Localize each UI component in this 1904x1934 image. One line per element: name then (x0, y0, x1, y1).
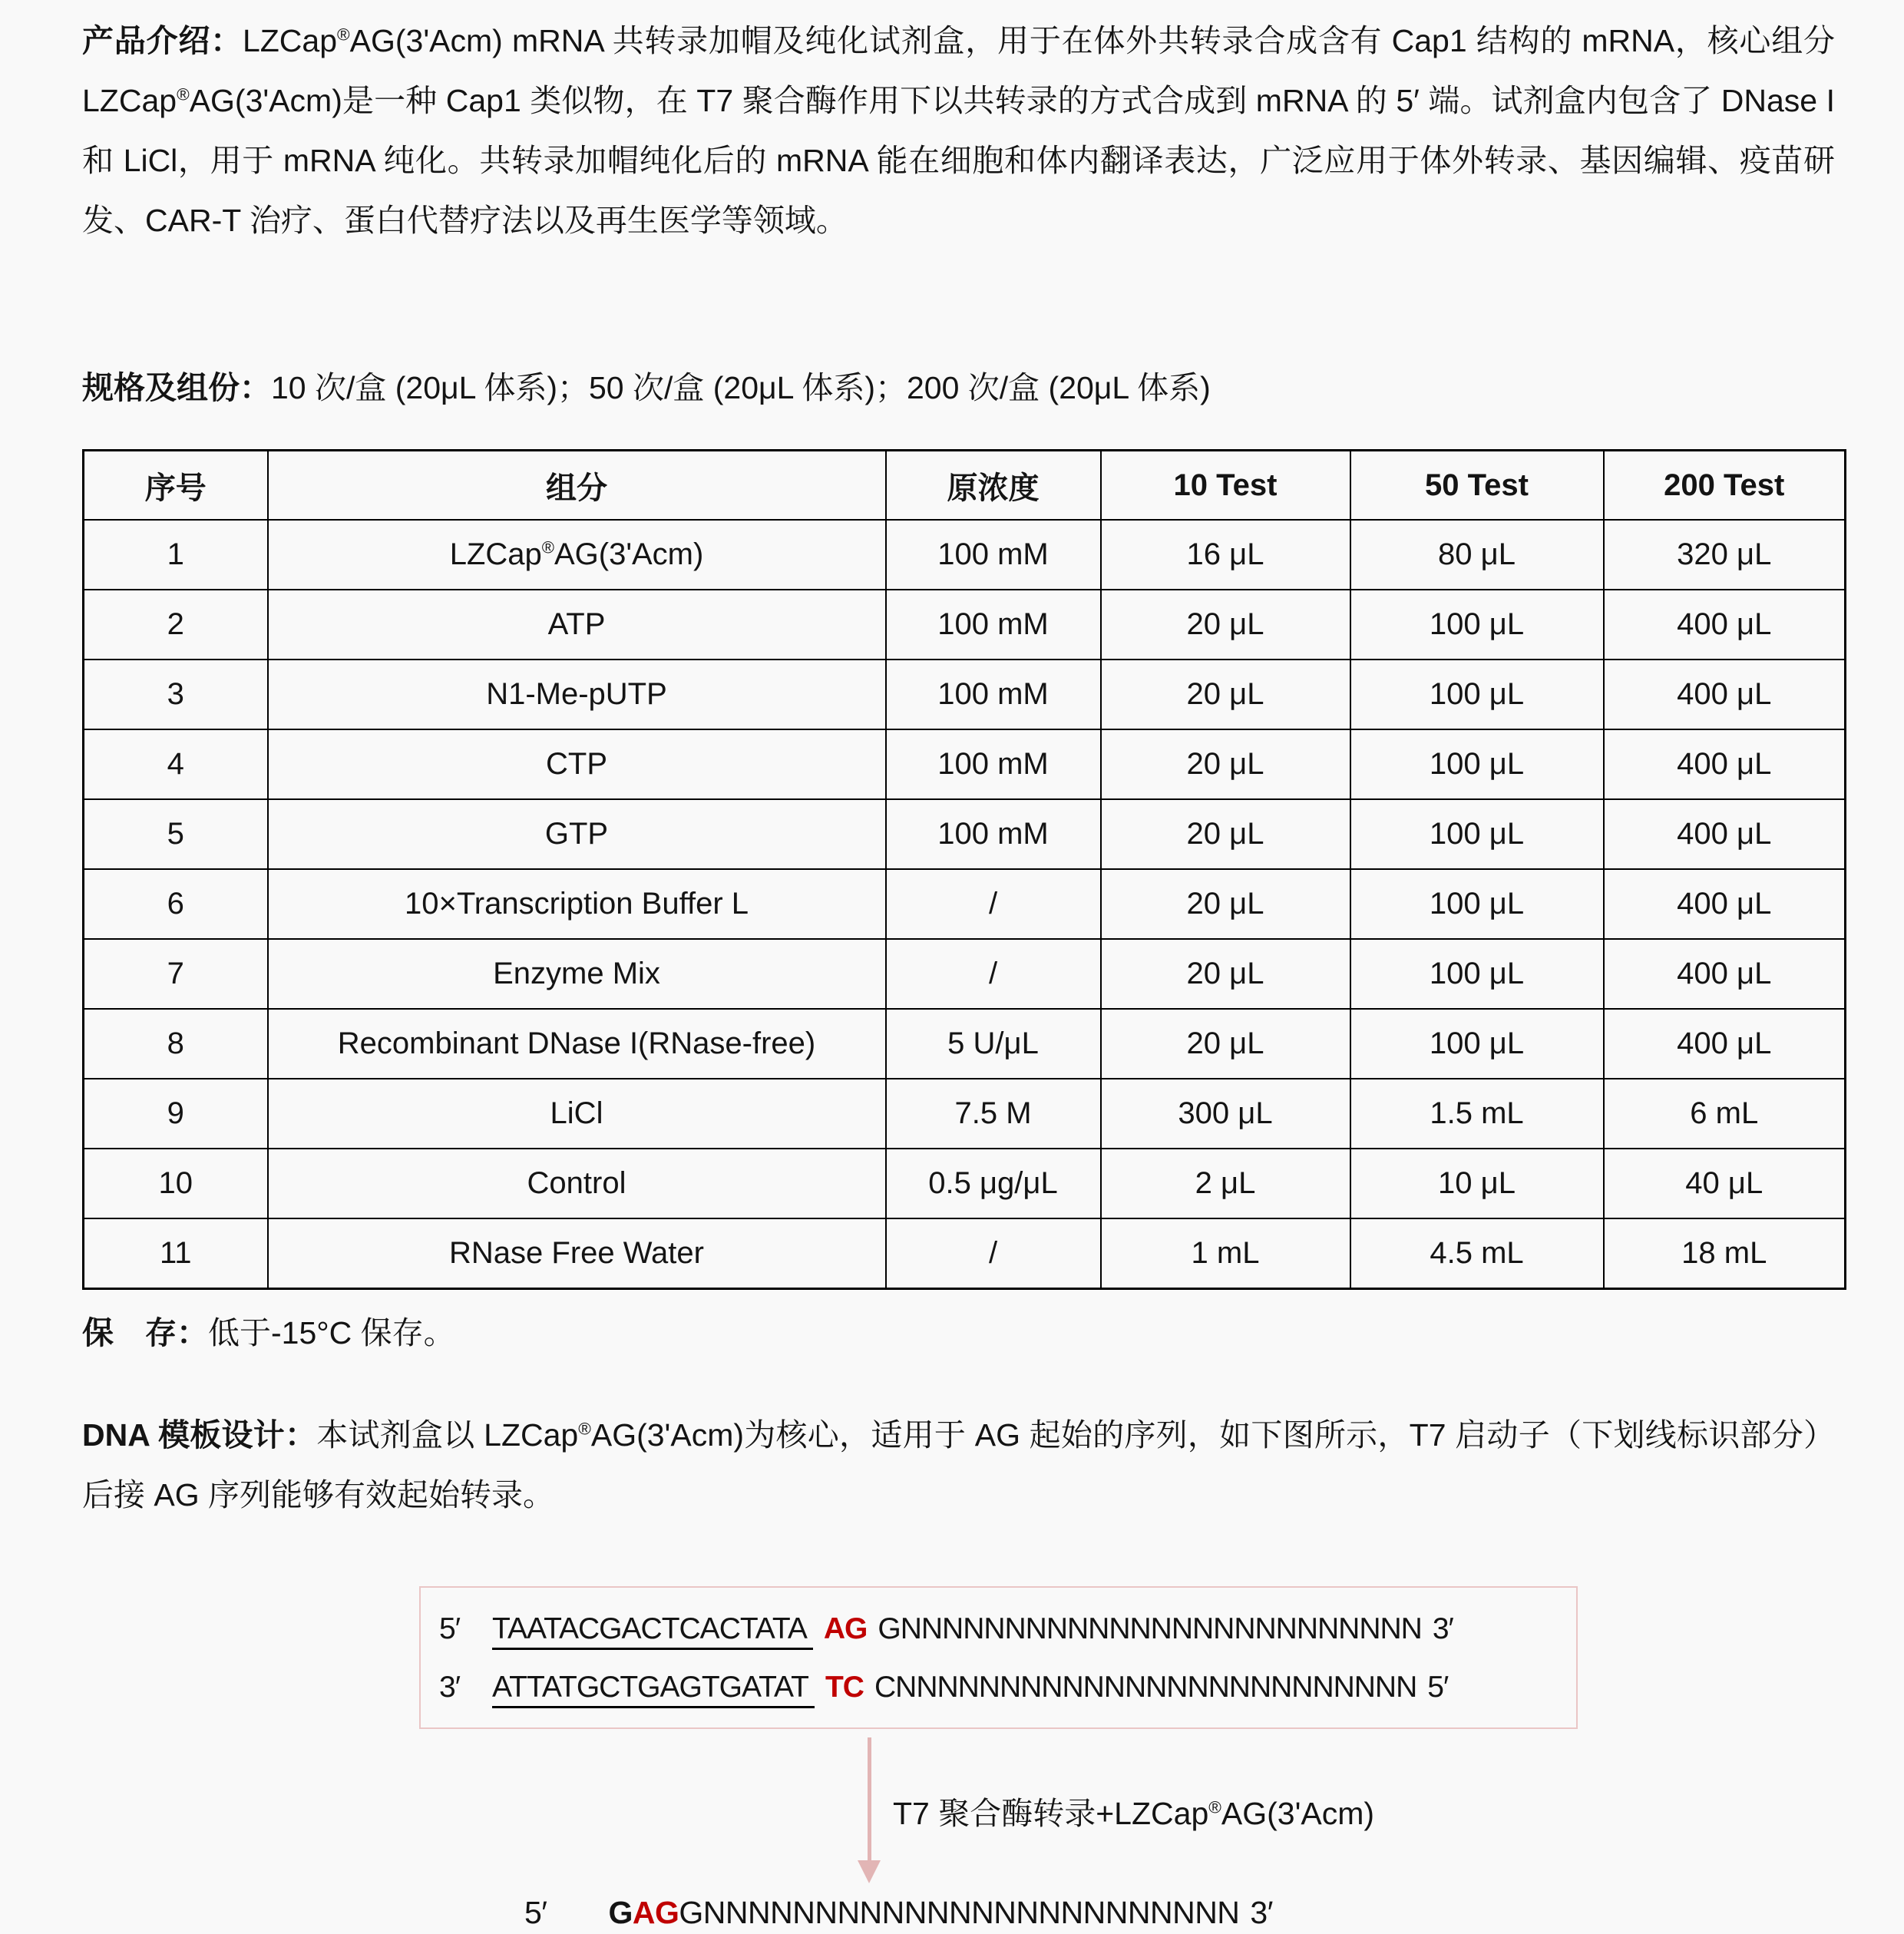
dna-design-label: DNA 模板设计： (82, 1417, 317, 1453)
table-cell: Recombinant DNase I(RNase-free) (268, 1009, 886, 1079)
table-cell: 5 (84, 799, 268, 869)
cap-nucleotide: G (608, 1895, 633, 1930)
table-cell: Control (268, 1149, 886, 1218)
capped-mrna-product-line (524, 1895, 1835, 1931)
down-arrow-icon (858, 1737, 881, 1883)
table-cell: / (886, 1218, 1101, 1289)
table-cell: 300 μL (1101, 1079, 1350, 1149)
table-cell: LiCl (268, 1079, 886, 1149)
table-row (84, 1218, 1846, 1289)
dna-design-text: 本试剂盒以 LZCap®AG(3'Acm)为核心，适用于 AG 起始的序列，如下图所示，T7 启动子（下划线标识部分）后接 AG 序列能够有效起始转录。 (82, 1417, 1835, 1512)
table-cell: 2 μL (1101, 1149, 1350, 1218)
table-cell: 100 mM (886, 660, 1101, 729)
table-cell: LZCap®AG(3'Acm) (268, 520, 886, 590)
start-dinucleotide-antisense: TC (825, 1671, 864, 1704)
table-cell: 100 μL (1350, 660, 1604, 729)
table-cell: 9 (84, 1079, 268, 1149)
product-start-dinucleotide: AG (632, 1895, 679, 1930)
storage-text: 低于-15°C 保存。 (208, 1315, 455, 1350)
table-cell: 100 μL (1350, 590, 1604, 660)
table-row (84, 660, 1846, 729)
antisense-5prime-label: 5′ (1427, 1671, 1449, 1704)
table-header-row (84, 451, 1846, 521)
arrow-head (858, 1860, 881, 1883)
column-header-200test: 200 Test (1604, 451, 1846, 521)
table-cell: 100 μL (1350, 939, 1604, 1009)
t7-promoter-antisense: ATTATGCTGAGTGATAT (492, 1671, 815, 1708)
table-row (84, 1009, 1846, 1079)
table-cell: 80 μL (1350, 520, 1604, 590)
table-cell: CTP (268, 729, 886, 799)
product-5prime-label: 5′ (524, 1895, 547, 1930)
table-cell: 16 μL (1101, 520, 1350, 590)
t7-promoter-sense: TAATACGACTCACTATA (492, 1612, 813, 1650)
table-cell: 320 μL (1604, 520, 1846, 590)
table-cell: 18 mL (1604, 1218, 1846, 1289)
table-row (84, 939, 1846, 1009)
product-3prime-label: 3′ (1250, 1895, 1273, 1930)
table-cell: / (886, 939, 1101, 1009)
table-cell: 400 μL (1604, 660, 1846, 729)
table-cell: 10 μL (1350, 1149, 1604, 1218)
transcription-step (858, 1735, 1835, 1886)
table-cell: 20 μL (1101, 939, 1350, 1009)
product-body-sequence: GNNNNNNNNNNNNNNNNNNNNNNNN (679, 1895, 1240, 1930)
table-cell: 7 (84, 939, 268, 1009)
table-cell: ATP (268, 590, 886, 660)
table-cell: 1.5 mL (1350, 1079, 1604, 1149)
table-cell: 1 (84, 520, 268, 590)
table-cell: 100 μL (1350, 869, 1604, 939)
table-cell: 1 mL (1101, 1218, 1350, 1289)
spec-text: 10 次/盒 (20μL 体系)；50 次/盒 (20μL 体系)；200 次/盒 (20μL 体系) (271, 370, 1211, 405)
table-cell: 40 μL (1604, 1149, 1846, 1218)
column-header-concentration: 原浓度 (886, 451, 1101, 521)
transcription-step-label: T7 聚合酶转录+LZCap®AG(3'Acm) (893, 1795, 1375, 1831)
product-intro-label: 产品介绍： (82, 23, 243, 58)
product-intro-text: LZCap®AG(3'Acm) mRNA 共转录加帽及纯化试剂盒，用于在体外共转录合成含有 Cap1 结构的 mRNA，核心组分 LZCap®AG(3'Acm)是一种 Cap1 类似物，在 T7 聚合酶作用下以共转录的方式合成到 mRNA 的 5′ 端。试剂盒内包含了 DNase I 和 LiCl，用于 mRNA 纯化。共转录加帽纯化后的 mRNA 能在细胞和体内翻译表达，广泛应用于体外转录、基因编辑、疫苗研发、CAR-T 治疗、蛋白代替疗法以及再生医学等领域。 (82, 23, 1835, 238)
table-cell: 10 (84, 1149, 268, 1218)
table-cell: 7.5 M (886, 1079, 1101, 1149)
spec-line (82, 358, 1835, 418)
antisense-strand-line (439, 1658, 1568, 1717)
table-cell: 100 mM (886, 590, 1101, 660)
table-cell: 20 μL (1101, 729, 1350, 799)
table-cell: 400 μL (1604, 939, 1846, 1009)
table-row (84, 799, 1846, 869)
sense-5prime-label: 5′ (439, 1612, 461, 1645)
table-cell: 400 μL (1604, 590, 1846, 660)
components-table-header (84, 451, 1846, 521)
table-cell: 20 μL (1101, 869, 1350, 939)
table-cell: 20 μL (1101, 590, 1350, 660)
table-cell: / (886, 869, 1101, 939)
table-cell: 100 μL (1350, 1009, 1604, 1079)
table-cell: 5 U/μL (886, 1009, 1101, 1079)
column-header-10test: 10 Test (1101, 451, 1350, 521)
table-row (84, 729, 1846, 799)
table-cell: 400 μL (1604, 1009, 1846, 1079)
storage-line (82, 1310, 1835, 1356)
table-cell: 20 μL (1101, 1009, 1350, 1079)
components-table-body (84, 520, 1846, 1289)
column-header-component: 组分 (268, 451, 886, 521)
table-cell: 2 (84, 590, 268, 660)
antisense-body-sequence: CNNNNNNNNNNNNNNNNNNNNNNNNN (874, 1671, 1417, 1704)
table-cell: 4.5 mL (1350, 1218, 1604, 1289)
table-cell: 400 μL (1604, 729, 1846, 799)
table-cell: RNase Free Water (268, 1218, 886, 1289)
dna-template-sequence-box (419, 1586, 1578, 1729)
table-cell: 20 μL (1101, 799, 1350, 869)
table-row (84, 869, 1846, 939)
sense-body-sequence: GNNNNNNNNNNNNNNNNNNNNNNNNN (878, 1612, 1422, 1645)
table-cell: 100 mM (886, 729, 1101, 799)
antisense-3prime-label: 3′ (439, 1671, 461, 1704)
dna-template-design-paragraph (82, 1405, 1835, 1525)
table-row (84, 1079, 1846, 1149)
table-cell: 10×Transcription Buffer L (268, 869, 886, 939)
table-cell: 400 μL (1604, 799, 1846, 869)
column-header-index: 序号 (84, 451, 268, 521)
table-row (84, 1149, 1846, 1218)
table-cell: 100 μL (1350, 729, 1604, 799)
table-cell: 3 (84, 660, 268, 729)
sense-3prime-label: 3′ (1432, 1612, 1453, 1645)
table-cell: GTP (268, 799, 886, 869)
table-cell: 100 mM (886, 799, 1101, 869)
table-cell: 8 (84, 1009, 268, 1079)
storage-label: 保 存： (82, 1315, 208, 1350)
table-cell: 6 mL (1604, 1079, 1846, 1149)
table-cell: 0.5 μg/μL (886, 1149, 1101, 1218)
table-cell: 20 μL (1101, 660, 1350, 729)
arrow-stem (868, 1737, 871, 1860)
column-header-50test: 50 Test (1350, 451, 1604, 521)
table-cell: 400 μL (1604, 869, 1846, 939)
spec-label: 规格及组份： (82, 370, 271, 405)
start-dinucleotide-sense: AG (823, 1612, 868, 1645)
table-cell: N1-Me-pUTP (268, 660, 886, 729)
table-cell: 11 (84, 1218, 268, 1289)
product-intro-paragraph (82, 11, 1835, 250)
table-cell: 6 (84, 869, 268, 939)
table-cell: 4 (84, 729, 268, 799)
components-table (82, 449, 1846, 1290)
table-cell: 100 μL (1350, 799, 1604, 869)
table-cell: Enzyme Mix (268, 939, 886, 1009)
table-row (84, 520, 1846, 590)
table-row (84, 590, 1846, 660)
table-cell: 100 mM (886, 520, 1101, 590)
sense-strand-line (439, 1600, 1568, 1658)
